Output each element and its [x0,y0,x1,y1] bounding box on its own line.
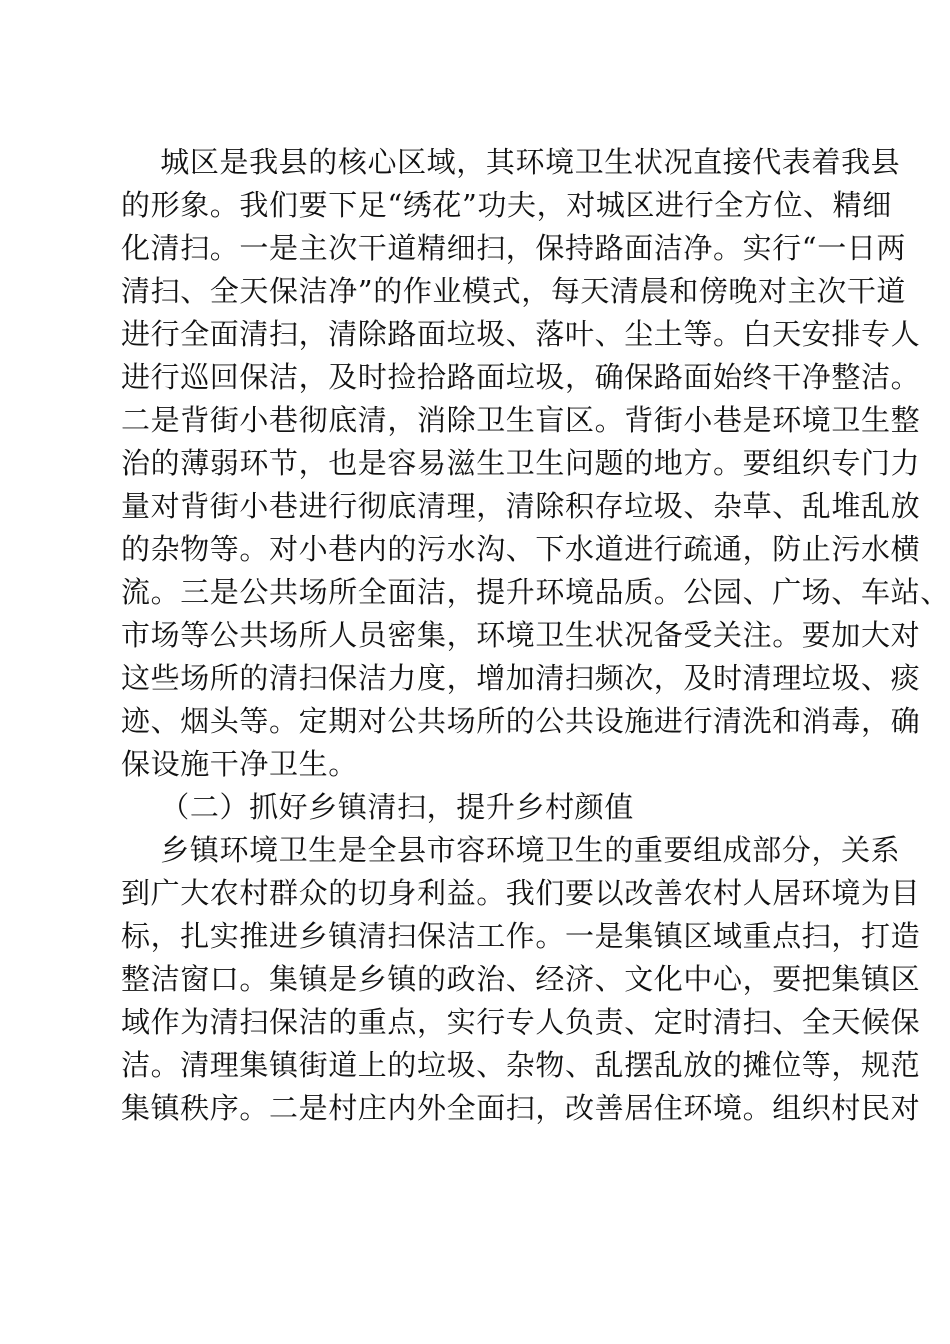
text-line: 二是背街小巷彻底清，消除卫生盲区。背街小巷是环境卫生整 [121,403,921,437]
text-line: 流。三是公共场所全面洁，提升环境品质。公园、广场、车站、 [121,575,950,609]
text-line: 清扫、全天保洁净”的作业模式，每天清晨和傍晚对主次干道 [121,274,907,308]
text-line: 到广大农村群众的切身利益。我们要以改善农村人居环境为目 [121,876,921,910]
text-line: 城区是我县的核心区域，其环境卫生状况直接代表着我县 [121,145,901,179]
text-line: 集镇秩序。二是村庄内外全面扫，改善居住环境。组织村民对 [121,1091,921,1125]
text-line: 乡镇环境卫生是全县市容环境卫生的重要组成部分，关系 [121,833,901,867]
text-line: 洁。清理集镇街道上的垃圾、杂物、乱摆乱放的摊位等，规范 [121,1048,921,1082]
text-line: 化清扫。一是主次干道精细扫，保持路面洁净。实行“一日两 [121,231,907,265]
text-line: 的形象。我们要下足“绣花”功夫，对城区进行全方位、精细 [121,188,892,222]
text-line: 市场等公共场所人员密集，环境卫生状况备受关注。要加大对 [121,618,921,652]
text-line: 进行巡回保洁，及时捡拾路面垃圾，确保路面始终干净整洁。 [121,360,921,394]
text-line: 迹、烟头等。定期对公共场所的公共设施进行清洗和消毒，确 [121,704,921,738]
text-line: 域作为清扫保洁的重点，实行专人负责、定时清扫、全天候保 [121,1005,921,1039]
text-line: 的杂物等。对小巷内的污水沟、下水道进行疏通，防止污水横 [121,532,921,566]
section-heading: （二）抓好乡镇清扫，提升乡村颜值 [121,790,634,824]
text-line: 治的薄弱环节，也是容易滋生卫生问题的地方。要组织专门力 [121,446,921,480]
text-line: 保设施干净卫生。 [121,747,358,781]
text-line: 整洁窗口。集镇是乡镇的政治、经济、文化中心，要把集镇区 [121,962,921,996]
text-line: 量对背街小巷进行彻底清理，清除积存垃圾、杂草、乱堆乱放 [121,489,921,523]
text-line: 标，扎实推进乡镇清扫保洁工作。一是集镇区域重点扫，打造 [121,919,921,953]
text-line: 进行全面清扫，清除路面垃圾、落叶、尘土等。白天安排专人 [121,317,921,351]
text-line: 这些场所的清扫保洁力度，增加清扫频次，及时清理垃圾、痰 [121,661,921,695]
